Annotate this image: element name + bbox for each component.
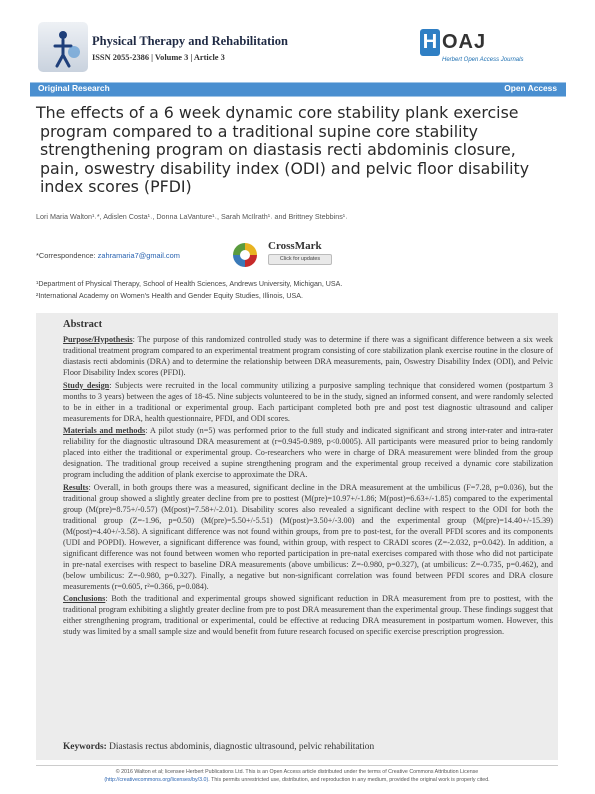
abstract-title: Abstract [63, 319, 103, 330]
correspondence [36, 251, 180, 260]
section-heading: Purpose/Hypothesis [63, 335, 133, 344]
correspondence-email-link[interactable]: zahramaria7@gmail.com [97, 251, 180, 260]
license-text-2: . This permits unrestricted use, distribution, and reproduction in any medium, provided the original work is properly cited. [208, 777, 490, 783]
abstract-section-design [63, 380, 553, 424]
section-text: : The purpose of this randomized controlled study was to determine if there was a significant difference between a six week traditional treatment program compared to an experimental treatment program consisting of core stabilization plank exercise routine in the closure of diastasis recti abdominis (DRA) and to determine the relationship between DRA measurements, pain, Oswestry Disability Index (ODI), and Pelvic Floor Disability Index scores (PFDI). [63, 335, 553, 377]
correspondence-label: *Correspondence: [36, 251, 98, 260]
keywords-text: Diastasis rectus abdominis, diagnostic ultrasound, pelvic rehabilitation [106, 742, 375, 752]
section-text: : Both the traditional and experimental groups showed significant reduction in DRA measurement from pre to posttest, with the traditional program exhibiting a slightly greater decline from pre to post DRA measurement than the experimental group. These findings suggest that either strengthening program, traditional or experimental, could be effective at reducing DRA measurement in postpartum women. However, this study was limited by a small sample size and would benefit from future research focused on specific exercise prescription progression. [63, 594, 553, 637]
publisher-tagline: Herbert Open Access Journals [442, 57, 524, 63]
affiliation-1: ¹Department of Physical Therapy, School of Health Sciences, Andrews University, Michigan, USA. [36, 280, 343, 288]
publisher-logo-letter: H [420, 29, 440, 56]
license-footer [36, 765, 558, 784]
license-link[interactable]: (http://creativecommons.org/licenses/by/3.0) [104, 777, 209, 783]
section-heading: Conclusions [63, 594, 106, 604]
crossmark-title[interactable]: CrossMark [268, 240, 322, 252]
journal-logo [38, 22, 88, 72]
abstract-section-results [63, 482, 553, 592]
title-line: index scores (PFDI) [40, 177, 192, 197]
section-text: : A pilot study (n=5) was performed prior to the full study and indicated significant and strong inter-rater and intra-rater reliability for the diagnostic ultrasound DRA measurement at (r=0.945-0.989, p<0.0005). All participants were measured prior to being randomly placed into either the traditional or experimental group. Co-researchers who were in charge of DRA measurement were blinded from the group designation. The traditional group received a supine strengthening program and the experimental group received a dynamic core stabilization program including the addition of plank exercise to approximate the DRA. [63, 426, 553, 480]
publisher-logo-name: OAJ [442, 31, 487, 53]
section-heading: Results [63, 482, 89, 492]
title-line: The effects of a 6 week dynamic core stability plank exercise [36, 103, 519, 122]
crossmark-icon[interactable] [231, 241, 259, 267]
open-access-label: Open Access [504, 83, 557, 93]
crossmark-updates-button[interactable]: Click for updates [268, 254, 332, 265]
article-type-label: Original Research [38, 83, 110, 93]
journal-title: Physical Therapy and Rehabilitation [92, 34, 288, 48]
title-line: strengthening program on diastasis recti abdominis closure, [40, 140, 516, 160]
section-heading: Study design [63, 380, 110, 390]
title-line: program compared to a traditional supine core stability [40, 121, 479, 141]
keywords [63, 742, 374, 752]
abstract-section-purpose [63, 334, 553, 378]
affiliation-2: ²International Academy on Women's Health and Gender Equity Studies, Illinois, USA. [36, 292, 303, 300]
abstract-body [63, 334, 553, 639]
abstract-section-conclusions [63, 593, 553, 637]
section-text: : Overall, in both groups there was a measured, significant decline in the DRA measurement at the umbilicus (F=7.28, p=0.036), but the traditional group showed a slightly greater decline from pre to posttest (M(pre)=10.97+/-1.86; M(post)=6.63+/-1.85) compared to the experimental group (M(pre)=8.75+/-0.57) (M(post)=7.58+/-2.01). Disability scores also revealed a significant decline with respect to the ODI for both the traditional group (Z=-1.96, p=0.50) (M(pre)=5.50+/-5.51) (M(post)=3.50+/-3.00) and the experimental group (M(pre)=14.40+/-15.39) (M(post)=4.40+/-3.58). A significant difference was not found within groups, from pre to post-test, for the overall PFDI scores and its components (UDI and POPDI). However, a significant difference was found, within group, with respect to CRADI scores (Z=-2.032, p=0.042). In addition, a significant difference was not found between women who reported participation in pre-natal exercises compared with those who did not participate in pre-natal exercises with respect to baseline DRA measurements (above umbilicus: Z=-0.980, p=0.327), (at umbilicus: Z=-0.735, p=0.462), and (below umbilicus: Z=-0.980, p=0.327). Finally, a negative but non-significant correlation was found between PFDI scores and DRA closure measurements (r=0.605, r²=0.366, p=0.084). [63, 482, 553, 591]
section-text: : Subjects were recruited in the local community utilizing a purposive sampling technique that considered women (postpartum 3 months to 3 years) between the ages of 18-45. Nine subjects volunteered to be in the study, signed an informed consent, and were randomly selected to be in either in a traditional or experimental group. Each participant completed both pre and post test diagnostic ultrasound and caliper measurements for DRA, health questionnaire, PFDI, and ODI scores. [63, 380, 553, 423]
keywords-label: Keywords: [63, 742, 107, 752]
article-type-bar [30, 82, 566, 97]
abstract-section-methods [63, 425, 553, 480]
author-list: Lori Maria Walton¹˒*, Adislen Costa¹˒, Donna LaVanture¹˒, Sarah McIlrath¹˒ and Brittney Stebbins¹˒ [36, 212, 348, 221]
journal-meta: ISSN 2055-2386 | Volume 3 | Article 3 [92, 53, 225, 62]
section-heading: Materials and methods [63, 426, 146, 436]
title-line: pain, oswestry disability index (ODI) and pelvic floor disability [40, 158, 530, 178]
license-text: © 2016 Walton et al; licensee Herbert Publications Ltd. This is an Open Access article distributed under the terms of Creative Commons Attribution License [115, 769, 479, 775]
article-title [36, 104, 564, 197]
